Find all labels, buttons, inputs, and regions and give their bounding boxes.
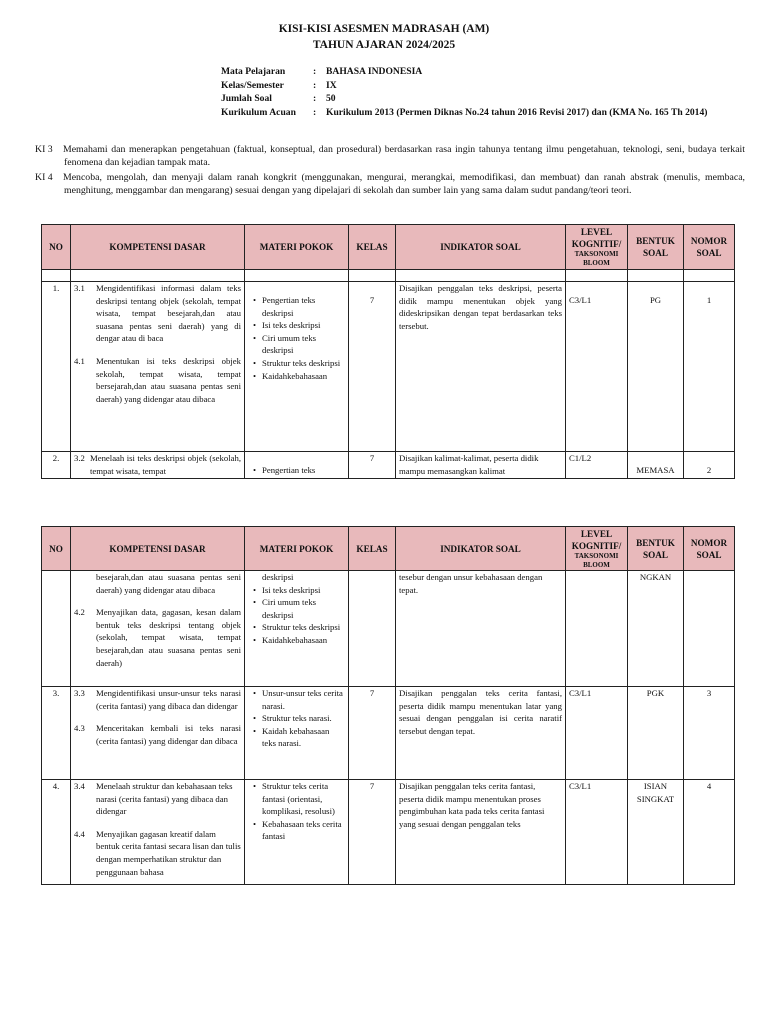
- kd-text: Mengidentifikasi unsur-unsur teks narasi (cerita fantasi) yang dibaca dan didengar: [96, 688, 241, 711]
- bentuk-cell: PGK: [628, 687, 684, 780]
- kd-text: Menentukan isi teks deskripsi objek sekolah, tempat wisata, tempat bersejarah,dan atau suasana pentas seni daerah) yang didengar atau dibaca: [96, 355, 241, 404]
- kelas-cell: 7: [349, 452, 396, 479]
- table-spacer-row: [42, 270, 735, 282]
- kompetensi-dasar-cell: [71, 452, 245, 479]
- document-title: KISI-KISI ASESMEN MADRASAH (AM): [278, 23, 490, 35]
- meta-row: [221, 107, 707, 121]
- header-line: SOAL: [642, 549, 669, 560]
- kd-text: besejarah,dan atau suasana pentas seni daerah) yang didengar atau dibaca: [96, 572, 241, 595]
- header-line: BENTUK: [636, 236, 675, 246]
- bentuk-line: ISIAN: [643, 781, 668, 791]
- meta-key: Kelas/Semester: [221, 79, 284, 91]
- kelas-cell: 7: [349, 687, 396, 780]
- meta-key: Jumlah Soal: [221, 93, 272, 104]
- table-row: [42, 687, 735, 780]
- kd-item: [74, 722, 241, 747]
- header-nomor-soal: [684, 527, 735, 571]
- meta-row: [221, 93, 707, 107]
- materi-item: • Ciri umum teks deskripsi: [262, 332, 345, 357]
- bentuk-cell: [628, 780, 684, 885]
- kompetensi-dasar-cell: [71, 687, 245, 780]
- header-level-small: BLOOM: [583, 560, 610, 569]
- table-header-row: [42, 225, 735, 270]
- kd-text: Menyajikan gagasan kreatif dalam bentuk cerita fantasi secara lisan dan tulis dengan memperhatikan struktur dan penggunaan bahasa: [96, 828, 241, 877]
- table-header-row: [42, 527, 735, 571]
- meta-row: [221, 66, 707, 80]
- meta-value: 50: [326, 93, 336, 104]
- materi-list: [248, 464, 345, 477]
- kd-item: [74, 282, 241, 345]
- materi-item: • Isi teks deskripsi: [262, 584, 345, 597]
- indikator-cell: Disajikan penggalan teks deskripsi, peserta didik mampu menentukan objek yang dideskripsikan dengan tepat berdasarkan teks tersebut.: [396, 282, 566, 452]
- materi-list: [248, 687, 345, 750]
- bentuk-line: SINGKAT: [636, 793, 675, 804]
- header-line: BENTUK: [636, 537, 675, 548]
- materi-item: • Kaidahkebahasaan: [262, 634, 345, 647]
- materi-item: • Kebahasaan teks cerita fantasi: [262, 818, 345, 843]
- header-indikator-soal: INDIKATOR SOAL: [396, 527, 566, 571]
- header-materi-pokok: MATERI POKOK: [245, 527, 349, 571]
- nomor-cell: 3: [684, 687, 735, 780]
- ki-text: Memahami dan menerapkan pengetahuan (faktual, konseptual, dan prosedural) berdasarkan rasa ingin tahunya tentang ilmu pengetahuan, teknologi, seni, budaya terkait fenomena dan kejadian tampak mata.: [63, 144, 745, 168]
- header-line: SOAL: [696, 549, 722, 560]
- header-level-line: LEVEL: [580, 227, 613, 237]
- materi-pokok-cell: [245, 687, 349, 780]
- header-materi-pokok: MATERI POKOK: [245, 225, 349, 270]
- kd-item: [74, 687, 241, 712]
- header-line: SOAL: [696, 248, 722, 258]
- kd-item: [74, 571, 241, 596]
- header-bentuk-soal: [628, 225, 684, 270]
- level-cell: C1/L2: [566, 452, 628, 479]
- meta-value: BAHASA INDONESIA: [326, 66, 423, 77]
- meta-info: [221, 66, 707, 120]
- materi-item: • Unsur-unsur teks cerita narasi.: [262, 687, 345, 712]
- kompetensi-dasar-cell: [71, 780, 245, 885]
- materi-item: • Kaidahkebahasaan: [262, 370, 345, 383]
- materi-pokok-cell: [245, 452, 349, 479]
- meta-separator: :: [313, 106, 317, 118]
- meta-row: [221, 80, 707, 94]
- kd-number: 3.2: [74, 453, 85, 463]
- table-row: [42, 282, 735, 452]
- row-no: 3.: [42, 687, 71, 780]
- header-line: NOMOR: [690, 236, 728, 246]
- level-cell: C3/L1: [566, 687, 628, 780]
- meta-separator: :: [313, 66, 317, 77]
- bentuk-cell: NGKAN: [628, 571, 684, 687]
- header-level-small: BLOOM: [583, 259, 610, 267]
- kelas-cell: 7: [349, 780, 396, 885]
- materi-continued: deskripsi: [262, 572, 294, 582]
- row-no: 2.: [42, 452, 71, 479]
- document-subtitle: TAHUN AJARAN 2024/2025: [312, 39, 456, 51]
- kd-item: [74, 780, 241, 818]
- level-cell: C3/L1: [566, 780, 628, 885]
- kd-item: [74, 355, 241, 405]
- table-row: [42, 571, 735, 687]
- header-bentuk-soal: [628, 527, 684, 571]
- header-line: SOAL: [642, 248, 669, 258]
- kd-text: Menceritakan kembali isi teks narasi (cerita fantasi) yang didengar dan dibaca: [96, 723, 241, 746]
- header-nomor-soal: [684, 225, 735, 270]
- header-indikator-soal: INDIKATOR SOAL: [396, 225, 566, 270]
- header-line: NOMOR: [690, 537, 728, 548]
- header-kelas: KELAS: [349, 527, 396, 571]
- materi-item: • Ciri umum teks deskripsi: [262, 596, 345, 621]
- header-kelas: KELAS: [349, 225, 396, 270]
- indikator-cell: Disajikan penggalan teks cerita fantasi, peserta didik mampu menentukan proses pengimbuhan kata pada teks cerita fantasi yang sesuai dengan penggalan teks: [396, 780, 566, 885]
- meta-key: Kurikulum Acuan: [221, 106, 296, 118]
- level-cell: [566, 571, 628, 687]
- kd-text: Menelaah struktur dan kebahasaan teks narasi (cerita fantasi) yang dibaca dan didengar: [96, 781, 233, 817]
- indikator-cell: tesebur dengan unsur kebahasaan dengan tepat.: [396, 571, 566, 687]
- header-level-line: LEVEL: [580, 528, 613, 539]
- kd-number: 4.2: [74, 607, 85, 618]
- materi-pokok-cell: [245, 282, 349, 452]
- table-row: [42, 452, 735, 479]
- materi-item: • Isi teks deskripsi: [262, 319, 345, 332]
- kd-number: 3.4: [74, 781, 85, 791]
- kd-text: Menelaah isi teks deskripsi objek (sekolah, tempat wisata, tempat: [90, 453, 241, 476]
- header-level-kognitif: [566, 527, 628, 571]
- indikator-cell: Disajikan kalimat-kalimat, peserta didik mampu memasangkan kalimat: [396, 452, 566, 479]
- header-level-line: KOGNITIF/: [571, 540, 622, 551]
- bentuk-cell: MEMASA: [628, 452, 684, 479]
- kd-number: 4.1: [74, 355, 85, 366]
- indikator-cell: Disajikan penggalan teks cerita fantasi, peserta didik mampu menentukan latar yang sesuai dengan penggalan isi cerita naratif tersebut dengan tepat.: [396, 687, 566, 780]
- meta-value: IX: [326, 79, 337, 91]
- ki-label: KI 4: [35, 172, 53, 183]
- materi-item: • Struktur teks cerita fantasi (orientasi, komplikasi, resolusi): [262, 780, 345, 818]
- level-cell: C3/L1: [566, 282, 628, 452]
- header-no: NO: [42, 527, 71, 571]
- header-kompetensi-dasar: KOMPETENSI DASAR: [71, 225, 245, 270]
- kelas-cell: 7: [349, 282, 396, 452]
- header-kompetensi-dasar: KOMPETENSI DASAR: [71, 527, 245, 571]
- header-level-small: TAKSONOMI: [574, 250, 619, 258]
- kompetensi-dasar-cell: [71, 282, 245, 452]
- meta-separator: :: [313, 79, 317, 91]
- kd-number: 3.1: [74, 283, 85, 293]
- materi-list: [248, 294, 345, 382]
- row-no: [42, 571, 71, 687]
- materi-item: • Struktur teks deskripsi: [262, 621, 345, 634]
- materi-item: • Kaidah kebahasaan teks narasi.: [262, 725, 345, 750]
- kd-number: 4.3: [74, 723, 85, 734]
- materi-pokok-cell: [245, 780, 349, 885]
- ki-text: Mencoba, mengolah, dan menyaji dalam ranah kongkrit (menggunakan, mengurai, merangkai, memodifikasi, dan membuat) dan ranah abstrak (menulis, membaca, menghitung, menggambar dan mengarang) sesuai dengan yang dipelajari di sekolah dan sumber lain yang sama dalam sudut pandang/teori teori.: [63, 172, 745, 196]
- materi-item: • Struktur teks narasi.: [262, 712, 345, 725]
- kd-item: [74, 606, 241, 669]
- meta-value: Kurikulum 2013 (Permen Diknas No.24 tahun 2016 Revisi 2017) dan (KMA No. 165 Th 2014): [326, 106, 708, 118]
- materi-pokok-cell: [245, 571, 349, 687]
- nomor-cell: [684, 571, 735, 687]
- bentuk-cell: PG: [628, 282, 684, 452]
- nomor-cell: 1: [684, 282, 735, 452]
- kd-item: [74, 452, 241, 477]
- materi-list: [248, 780, 345, 843]
- kisi-table-page-1: [41, 224, 735, 479]
- ki-4-paragraph: [35, 171, 745, 197]
- materi-item: • Struktur teks deskripsi: [262, 357, 345, 370]
- header-level-kognitif: [566, 225, 628, 270]
- row-no: 4.: [42, 780, 71, 885]
- kompetensi-dasar-cell: [71, 571, 245, 687]
- materi-item: • Pengertian teks: [262, 464, 345, 477]
- header-no: NO: [42, 225, 71, 270]
- ki-label: KI 3: [35, 144, 53, 155]
- table-row: [42, 780, 735, 885]
- nomor-cell: 2: [684, 452, 735, 479]
- kd-number: 3.3: [74, 688, 85, 698]
- kd-number: 4.4: [74, 828, 85, 839]
- header-level-line: KOGNITIF/: [571, 239, 622, 249]
- kisi-table-page-2: [41, 526, 735, 885]
- kd-text: Mengidentifikasi informasi dalam teks deskripsi tentang objek (sekolah, tempat wisata, tempat besejarah,dan atau suasana pentas seni daerah) yang di dengar atau di baca: [96, 283, 241, 344]
- header-level-small: TAKSONOMI: [574, 551, 619, 560]
- nomor-cell: 4: [684, 780, 735, 885]
- ki-3-paragraph: [35, 143, 745, 169]
- kelas-cell: [349, 571, 396, 687]
- kd-text: Menyajikan data, gagasan, kesan dalam bentuk teks deskripsi tentang objek (sekolah, tempat wisata, tempat besejarah,dan atau suasana pentas seni daerah): [96, 607, 241, 668]
- kd-item: [74, 828, 241, 878]
- meta-key: Mata Pelajaran: [221, 66, 286, 77]
- row-no: 1.: [42, 282, 71, 452]
- materi-item: • Pengertian teks deskripsi: [262, 294, 345, 319]
- materi-list: [248, 584, 345, 647]
- meta-separator: :: [313, 93, 317, 104]
